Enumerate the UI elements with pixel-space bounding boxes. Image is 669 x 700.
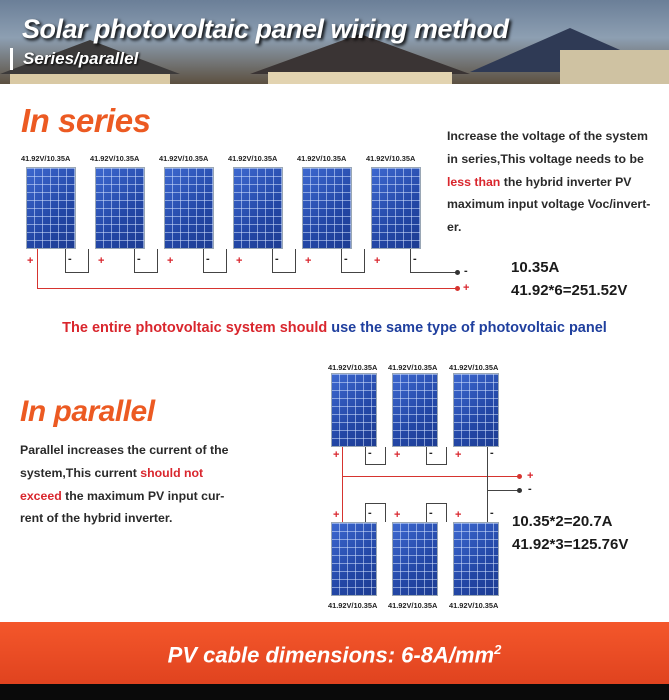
wire <box>342 476 518 477</box>
minus-output-icon: - <box>528 483 532 495</box>
series-panel-label: 41.92V/10.35A <box>21 154 71 163</box>
parallel-panel-label: 41.92V/10.35A <box>388 363 438 372</box>
solar-panel <box>392 522 438 596</box>
wire <box>365 447 366 465</box>
minus-output-icon: - <box>464 265 468 277</box>
wire <box>272 272 296 273</box>
parallel-desc-line: rent of the hybrid inverter. <box>20 511 173 526</box>
minus-terminal-icon: - <box>206 253 210 265</box>
plus-output-icon: + <box>463 282 470 294</box>
minus-terminal-icon: - <box>368 507 372 519</box>
plus-terminal-icon: + <box>305 255 312 267</box>
parallel-panel-label: 41.92V/10.35A <box>328 601 378 610</box>
wire <box>385 503 386 522</box>
parallel-desc-line <box>20 485 270 508</box>
parallel-description <box>20 439 270 530</box>
wire <box>134 249 135 273</box>
minus-terminal-icon: - <box>368 447 372 459</box>
wire <box>65 272 89 273</box>
wire <box>37 249 38 289</box>
minus-terminal-icon: - <box>429 507 433 519</box>
series-panel-label: 41.92V/10.35A <box>366 154 416 163</box>
wire <box>365 503 366 522</box>
plus-terminal-icon: + <box>394 449 401 461</box>
minus-terminal-icon: - <box>413 253 417 265</box>
solar-panel <box>26 167 76 249</box>
minus-terminal-icon: - <box>490 507 494 519</box>
wire <box>203 272 227 273</box>
minus-terminal-icon: - <box>429 447 433 459</box>
series-desc-highlight: less than <box>447 174 501 189</box>
parallel-panel-label: 41.92V/10.35A <box>328 363 378 372</box>
house-wall-image <box>268 72 452 84</box>
minus-terminal-icon: - <box>344 253 348 265</box>
wire <box>426 447 427 465</box>
wire <box>341 249 342 273</box>
solar-panel <box>453 522 499 596</box>
parallel-panel-label: 41.92V/10.35A <box>449 601 499 610</box>
wire <box>157 249 158 273</box>
page-title: Solar photovoltaic panel wiring method <box>22 14 509 44</box>
minus-terminal-icon: - <box>490 447 494 459</box>
output-terminal-dot <box>455 286 460 291</box>
plus-terminal-icon: + <box>167 255 174 267</box>
solar-panel <box>371 167 421 249</box>
parallel-current: 10.35*2=20.7A <box>512 513 613 530</box>
wire <box>365 464 386 465</box>
parallel-panel-label: 41.92V/10.35A <box>388 601 438 610</box>
plus-terminal-icon: + <box>27 255 34 267</box>
series-desc-text: the hybrid inverter PV <box>500 174 632 189</box>
series-voltage: 41.92*6=251.52V <box>511 282 628 299</box>
parallel-voltage: 41.92*3=125.76V <box>512 536 629 553</box>
solar-panel <box>331 373 377 447</box>
statement-blue: use the same type of photovoltaic panel <box>331 320 607 336</box>
parallel-heading: In parallel <box>20 395 155 428</box>
plus-terminal-icon: + <box>455 509 462 521</box>
solar-panel <box>164 167 214 249</box>
solar-panel <box>331 522 377 596</box>
plus-terminal-icon: + <box>394 509 401 521</box>
series-panel-label: 41.92V/10.35A <box>159 154 209 163</box>
plus-terminal-icon: + <box>455 449 462 461</box>
series-panel-label: 41.92V/10.35A <box>90 154 140 163</box>
plus-terminal-icon: + <box>333 449 340 461</box>
parallel-desc-line <box>20 462 270 485</box>
wire <box>272 249 273 273</box>
output-terminal-dot <box>517 488 522 493</box>
wire <box>487 447 488 522</box>
wire <box>446 447 447 465</box>
wire <box>426 503 427 522</box>
parallel-desc-highlight: should not <box>140 465 204 480</box>
wire <box>134 272 158 273</box>
wire <box>410 272 456 273</box>
house-wall-image <box>10 74 170 84</box>
wire <box>203 249 204 273</box>
minus-terminal-icon: - <box>68 253 72 265</box>
series-desc-line: maximum input voltage Voc/invert- <box>447 197 651 212</box>
parallel-desc-text: system,This current <box>20 465 141 480</box>
series-panel-label: 41.92V/10.35A <box>228 154 278 163</box>
same-panel-statement <box>0 320 669 336</box>
plus-terminal-icon: + <box>374 255 381 267</box>
parallel-desc-highlight: exceed <box>20 488 62 503</box>
minus-terminal-icon: - <box>275 253 279 265</box>
wire <box>365 503 386 504</box>
cable-dimension-superscript: 2 <box>494 642 502 657</box>
series-heading: In series <box>21 102 151 139</box>
series-desc-line: in series,This voltage needs to be <box>447 151 644 166</box>
series-desc-line <box>447 171 662 194</box>
wire <box>426 464 447 465</box>
series-description <box>447 125 662 239</box>
solar-panel <box>392 373 438 447</box>
wire <box>364 249 365 273</box>
house-wall-image <box>560 50 669 84</box>
wire <box>342 447 343 522</box>
wire <box>487 490 518 491</box>
wire <box>37 288 456 289</box>
parallel-panel-label: 41.92V/10.35A <box>449 363 499 372</box>
output-terminal-dot <box>455 270 460 275</box>
solar-panel <box>233 167 283 249</box>
wire <box>226 249 227 273</box>
plus-terminal-icon: + <box>98 255 105 267</box>
wire <box>410 249 411 273</box>
plus-terminal-icon: + <box>236 255 243 267</box>
series-desc-line: er. <box>447 220 462 235</box>
solar-panel <box>302 167 352 249</box>
plus-terminal-icon: + <box>333 509 340 521</box>
minus-terminal-icon: - <box>137 253 141 265</box>
wire <box>295 249 296 273</box>
plus-output-icon: + <box>527 470 534 482</box>
wire <box>426 503 447 504</box>
bottom-bar <box>0 684 669 700</box>
statement-red: The entire photovoltaic system should <box>62 320 332 336</box>
wire <box>65 249 66 273</box>
cable-dimension-text <box>0 642 669 668</box>
wire <box>385 447 386 465</box>
wire <box>341 272 365 273</box>
output-terminal-dot <box>517 474 522 479</box>
series-desc-line: Increase the voltage of the system <box>447 129 648 143</box>
parallel-desc-line: Parallel increases the current of the <box>20 443 229 457</box>
parallel-desc-text: the maximum PV input cur- <box>61 488 225 503</box>
solar-panel <box>95 167 145 249</box>
cable-dimension-label: PV cable dimensions: 6-8A/mm <box>167 642 495 668</box>
wire <box>88 249 89 273</box>
series-panel-label: 41.92V/10.35A <box>297 154 347 163</box>
solar-panel <box>453 373 499 447</box>
page-subtitle: Series/parallel <box>10 48 148 70</box>
series-current: 10.35A <box>511 259 560 276</box>
wire <box>446 503 447 522</box>
